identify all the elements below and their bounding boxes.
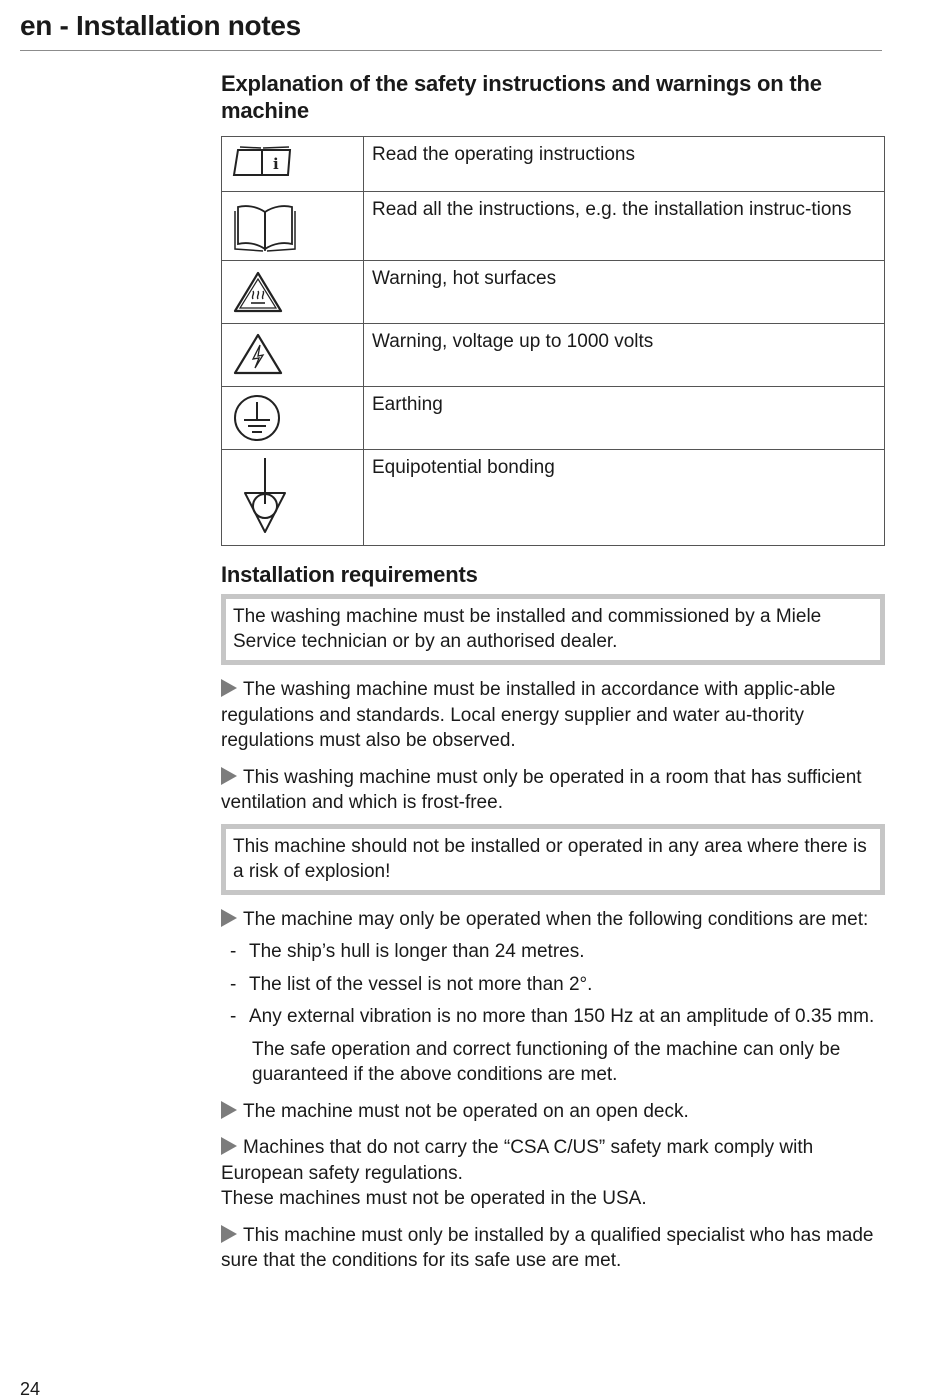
bullet-arrow-icon — [221, 1101, 237, 1119]
list-item: - The ship’s hull is longer than 24 metres. — [230, 941, 585, 962]
table-row — [222, 261, 885, 324]
bullet-arrow-icon — [221, 1225, 237, 1243]
hot-surface-warning-icon — [232, 269, 284, 315]
bullet-arrow-icon — [221, 909, 237, 927]
page-number: 24 — [20, 1379, 41, 1399]
bullet-arrow-icon — [221, 1137, 237, 1155]
symbol-description: Equipotential bonding — [364, 450, 885, 546]
bullet-arrow-icon — [221, 767, 237, 785]
header-divider — [20, 50, 882, 51]
notice-box: This machine should not be installed or operated in any area where there is a risk of explosion! — [221, 824, 885, 895]
table-row — [222, 324, 885, 387]
list-item: - The list of the vessel is not more than 2°. — [230, 973, 593, 995]
instruction-paragraph: This machine must only be installed by a qualified specialist who has made sure that the conditions for its safe use are met. — [221, 1224, 874, 1271]
page-header-title: en - Installation notes — [20, 10, 301, 41]
table-row — [222, 450, 885, 546]
instruction-paragraph: This washing machine must only be operated in a room that has sufficient ventilation and which is frost-free. — [221, 766, 862, 813]
high-voltage-warning-icon — [232, 331, 284, 377]
safety-symbols-table — [221, 136, 885, 546]
main-content — [221, 70, 885, 1274]
symbol-description: Warning, voltage up to 1000 volts — [364, 324, 885, 387]
list-item: - Any external vibration is no more than 150 Hz at an amplitude of 0.35 mm. — [230, 1006, 875, 1027]
read-instructions-book-icon — [232, 144, 298, 184]
instruction-paragraph: The machine must not be operated on an open deck. — [221, 1099, 885, 1125]
installation-requirements-title: Installation requirements — [221, 562, 478, 587]
safety-section-title: Explanation of the safety instructions and warnings on the machine — [221, 71, 822, 123]
table-row — [222, 387, 885, 450]
symbol-description: Earthing — [364, 387, 885, 450]
notice-box: The washing machine must be installed and commissioned by a Miele Service technician or by an authorised dealer. — [221, 594, 885, 665]
open-book-icon — [232, 198, 298, 254]
instruction-paragraph: Machines that do not carry the “CSA C/US” safety mark comply with European safety regulations. These machines must not be operated in the USA. — [221, 1137, 814, 1209]
equipotential-bonding-icon — [232, 456, 292, 540]
conditions-note: The safe operation and correct functioning of the machine can only be guaranteed if the above conditions are met. — [252, 1038, 841, 1085]
symbol-description: Warning, hot surfaces — [364, 261, 885, 324]
conditions-list — [221, 939, 885, 1030]
instruction-paragraph: The washing machine must be installed in accordance with applic-able regulations and standards. Local energy supplier and water au-thority regulations must also be observed. — [221, 679, 836, 751]
symbol-description: Read the operating instructions — [364, 137, 885, 192]
earthing-icon — [232, 393, 282, 443]
symbol-description: Read all the instructions, e.g. the installation instruc-tions — [364, 192, 885, 261]
svg-text:i: i — [273, 155, 279, 173]
table-row — [222, 192, 885, 261]
bullet-arrow-icon — [221, 679, 237, 697]
instruction-paragraph: The machine may only be operated when the following conditions are met: — [221, 907, 885, 933]
table-row — [222, 137, 885, 192]
